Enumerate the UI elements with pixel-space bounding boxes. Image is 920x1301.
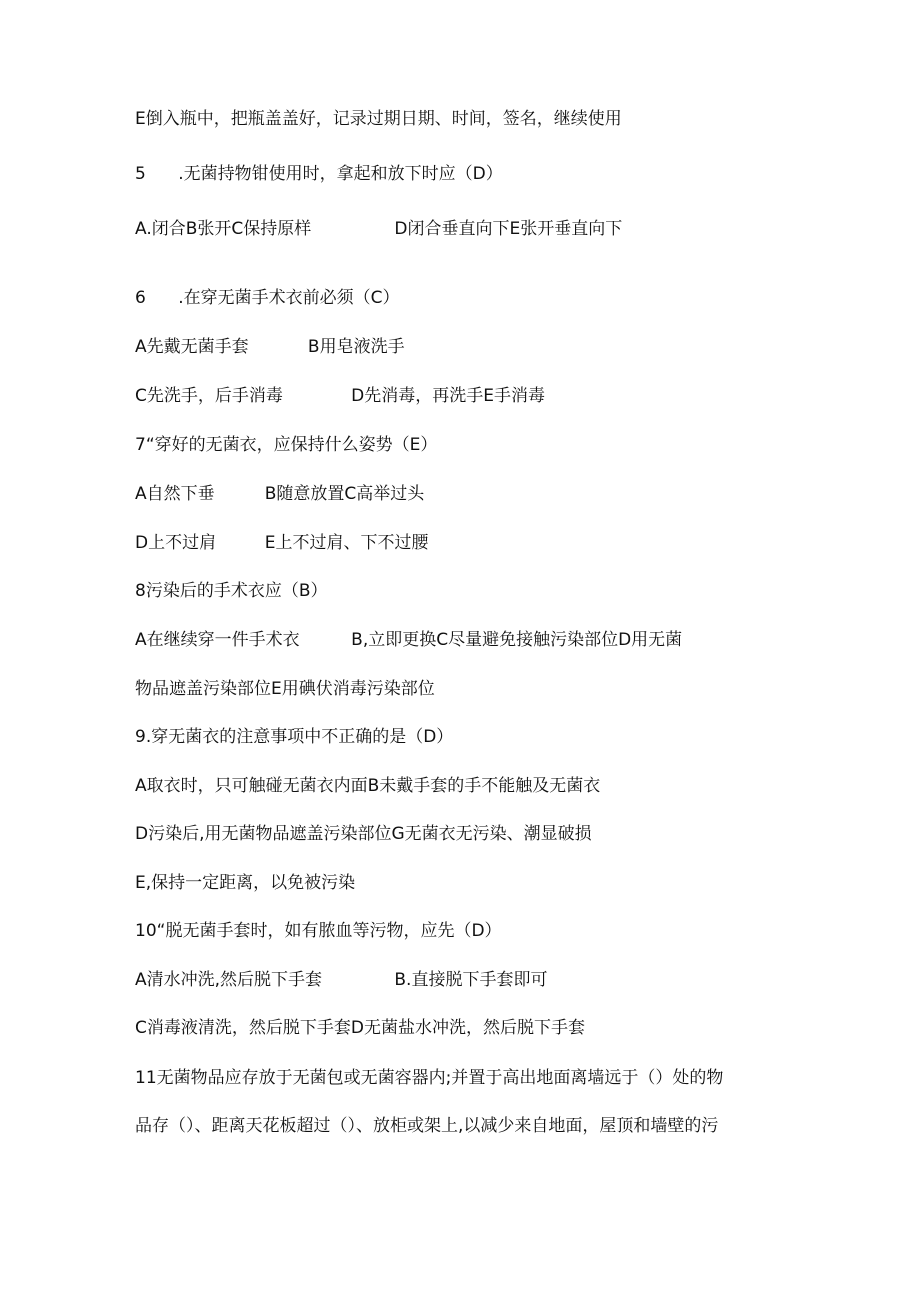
question-9: 9.穿无菌衣的注意事项中不正确的是（D） bbox=[135, 727, 454, 747]
text-line: A先戴无菌手套 B用皂液洗手 bbox=[135, 337, 405, 357]
text-line: C消毒液清洗，然后脱下手套D无菌盐水冲洗，然后脱下手套 bbox=[135, 1018, 585, 1038]
text-line: A自然下垂 B随意放置C高举过头 bbox=[135, 484, 425, 504]
text-line: 物品遮盖污染部位E用碘伏消毒污染部位 bbox=[135, 679, 435, 699]
text-line: D上不过肩 E上不过肩、下不过腰 bbox=[135, 533, 429, 553]
question-7: 7“穿好的无菌衣，应保持什么姿势（E） bbox=[135, 435, 438, 455]
text-line: C先洗手，后手消毒 D先消毒，再洗手E手消毒 bbox=[135, 386, 545, 406]
question-8: 8污染后的手术衣应（B） bbox=[135, 581, 328, 601]
text-line: E倒入瓶中，把瓶盖盖好，记录过期日期、时间，签名，继续使用 bbox=[135, 109, 622, 129]
question-10: 10“脱无菌手套时，如有脓血等污物，应先（D） bbox=[135, 921, 502, 941]
text-line: E,保持一定距离，以免被污染 bbox=[135, 873, 356, 893]
text-line: D污染后,用无菌物品遮盖污染部位G无菌衣无污染、潮显破损 bbox=[135, 824, 592, 844]
question-6: 6 .在穿无菌手术衣前必须（C） bbox=[135, 288, 400, 308]
text-line: 品存（）、距离天花板超过（）、放柜或架上,以减少来自地面，屋顶和墙壁的污 bbox=[135, 1116, 719, 1136]
text-line: A清水冲洗,然后脱下手套 B.直接脱下手套即可 bbox=[135, 970, 548, 990]
text-line: A.闭合B张开C保持原样 D闭合垂直向下E张开垂直向下 bbox=[135, 219, 623, 239]
question-5: 5 .无菌持物钳使用时，拿起和放下时应（D） bbox=[135, 164, 503, 184]
text-line: A取衣时，只可触碰无菌衣内面B未戴手套的手不能触及无菌衣 bbox=[135, 776, 601, 796]
question-11: 11无菌物品应存放于无菌包或无菌容器内;并置于高出地面离墙远于（）处的物 bbox=[135, 1068, 724, 1088]
text-line: A在继续穿一件手术衣 B,立即更换C尽量避免接触污染部位D用无菌 bbox=[135, 630, 683, 650]
